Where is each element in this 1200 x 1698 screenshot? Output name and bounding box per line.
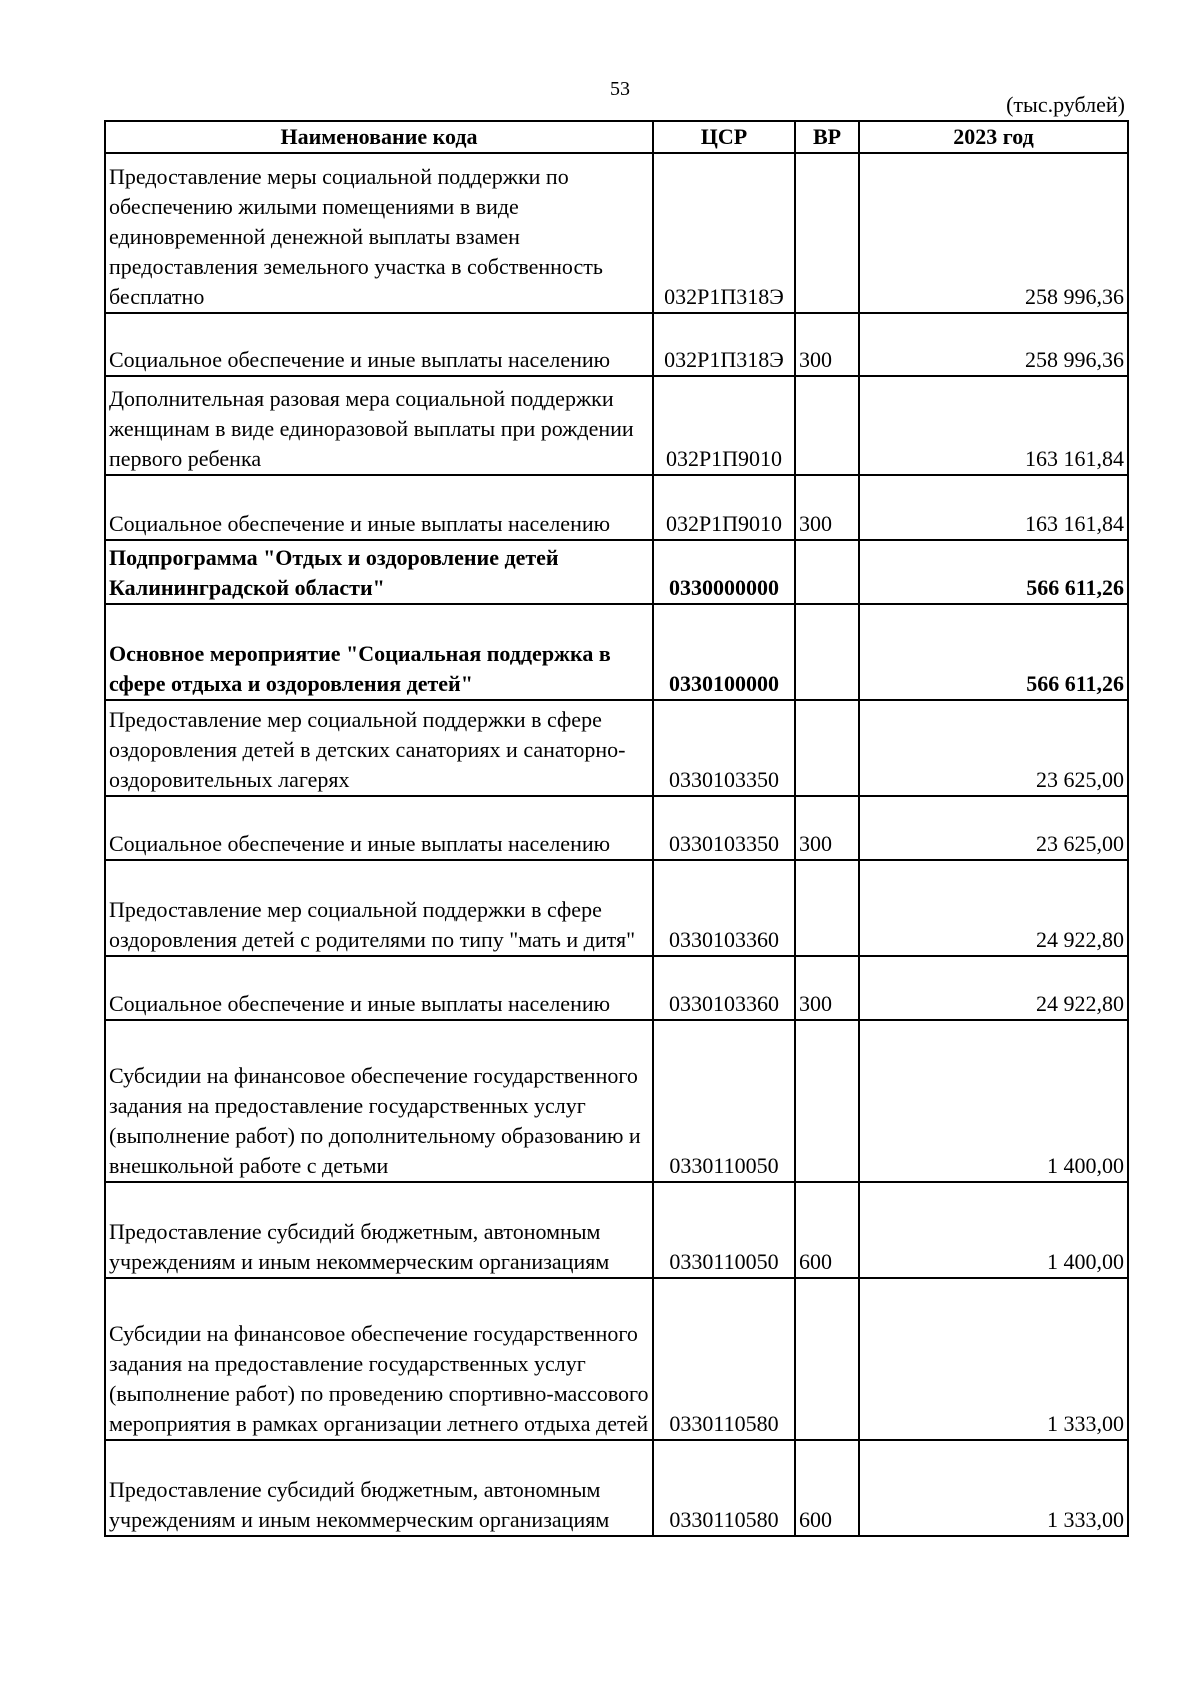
row-name: Субсидии на финансовое обеспечение государственного задания на предоставление государственных услуг (выполнение работ) по проведению спортивно-массового мероприятия в рамках организации летнего отдыха детей — [105, 1278, 653, 1440]
row-vr — [795, 153, 859, 313]
row-amount: 566 611,26 — [859, 604, 1128, 700]
row-name: Предоставление субсидий бюджетным, автономным учреждениям и иным некоммерческим организациям — [105, 1440, 653, 1536]
row-csr: 032Р1П318Э — [653, 313, 795, 376]
row-name: Социальное обеспечение и иные выплаты населению — [105, 313, 653, 376]
row-csr: 0330110050 — [653, 1182, 795, 1278]
row-name: Подпрограмма "Отдых и оздоровление детей Калининградской области" — [105, 540, 653, 604]
table-row — [105, 153, 1128, 313]
row-csr: 0330103350 — [653, 796, 795, 860]
row-amount: 1 400,00 — [859, 1020, 1128, 1182]
page-number: 53 — [610, 78, 630, 100]
row-amount: 163 161,84 — [859, 475, 1128, 540]
row-vr: 300 — [795, 475, 859, 540]
row-vr: 300 — [795, 956, 859, 1020]
row-amount: 23 625,00 — [859, 700, 1128, 796]
row-vr — [795, 700, 859, 796]
header-name: Наименование кода — [105, 121, 653, 153]
table-row — [105, 475, 1128, 540]
row-vr: 300 — [795, 313, 859, 376]
row-csr: 0330103360 — [653, 860, 795, 956]
header-vr: ВР — [795, 121, 859, 153]
table-row-main-activity — [105, 604, 1128, 700]
row-name: Субсидии на финансовое обеспечение государственного задания на предоставление государственных услуг (выполнение работ) по дополнительному образованию и внешкольной работе с детьми — [105, 1020, 653, 1182]
table-header-row — [105, 121, 1128, 153]
row-name: Предоставление мер социальной поддержки в сфере оздоровления детей в детских санаториях и санаторно-оздоровительных лагерях — [105, 700, 653, 796]
row-amount: 258 996,36 — [859, 153, 1128, 313]
row-amount: 1 333,00 — [859, 1278, 1128, 1440]
table-row — [105, 700, 1128, 796]
row-name: Дополнительная разовая мера социальной поддержки женщинам в виде единоразовой выплаты при рождении первого ребенка — [105, 376, 653, 475]
table-row — [105, 860, 1128, 956]
row-csr: 0330110580 — [653, 1278, 795, 1440]
table-row-subprogram — [105, 540, 1128, 604]
row-name: Социальное обеспечение и иные выплаты населению — [105, 475, 653, 540]
row-name: Социальное обеспечение и иные выплаты населению — [105, 956, 653, 1020]
row-csr: 0330103350 — [653, 700, 795, 796]
row-vr: 600 — [795, 1440, 859, 1536]
row-vr — [795, 1020, 859, 1182]
row-amount: 24 922,80 — [859, 860, 1128, 956]
table-row — [105, 376, 1128, 475]
row-vr — [795, 376, 859, 475]
row-name: Предоставление меры социальной поддержки по обеспечению жилыми помещениями в виде единовременной денежной выплаты взамен предоставления земельного участка в собственность бесплатно — [105, 153, 653, 313]
row-csr: 0330110050 — [653, 1020, 795, 1182]
table-row — [105, 796, 1128, 860]
table-row — [105, 1020, 1128, 1182]
table-row — [105, 1278, 1128, 1440]
row-csr: 0330000000 — [653, 540, 795, 604]
row-vr — [795, 604, 859, 700]
row-amount: 566 611,26 — [859, 540, 1128, 604]
row-vr — [795, 1278, 859, 1440]
units-label: (тыс.рублей) — [1006, 92, 1125, 117]
header-csr: ЦСР — [653, 121, 795, 153]
row-amount: 163 161,84 — [859, 376, 1128, 475]
row-amount: 258 996,36 — [859, 313, 1128, 376]
row-csr: 0330110580 — [653, 1440, 795, 1536]
budget-table — [104, 120, 1129, 1537]
table-row — [105, 1440, 1128, 1536]
row-name: Социальное обеспечение и иные выплаты населению — [105, 796, 653, 860]
row-csr: 032Р1П9010 — [653, 475, 795, 540]
row-csr: 032Р1П9010 — [653, 376, 795, 475]
header-year: 2023 год — [859, 121, 1128, 153]
row-name: Основное мероприятие "Социальная поддержка в сфере отдыха и оздоровления детей" — [105, 604, 653, 700]
row-vr — [795, 540, 859, 604]
row-amount: 1 333,00 — [859, 1440, 1128, 1536]
row-amount: 1 400,00 — [859, 1182, 1128, 1278]
row-amount: 23 625,00 — [859, 796, 1128, 860]
row-vr: 600 — [795, 1182, 859, 1278]
table-row — [105, 956, 1128, 1020]
row-vr — [795, 860, 859, 956]
row-amount: 24 922,80 — [859, 956, 1128, 1020]
table-row — [105, 1182, 1128, 1278]
row-csr: 0330103360 — [653, 956, 795, 1020]
row-vr: 300 — [795, 796, 859, 860]
table-row — [105, 313, 1128, 376]
row-csr: 032Р1П318Э — [653, 153, 795, 313]
row-name: Предоставление субсидий бюджетным, автономным учреждениям и иным некоммерческим организациям — [105, 1182, 653, 1278]
row-name: Предоставление мер социальной поддержки в сфере оздоровления детей с родителями по типу "мать и дитя" — [105, 860, 653, 956]
row-csr: 0330100000 — [653, 604, 795, 700]
